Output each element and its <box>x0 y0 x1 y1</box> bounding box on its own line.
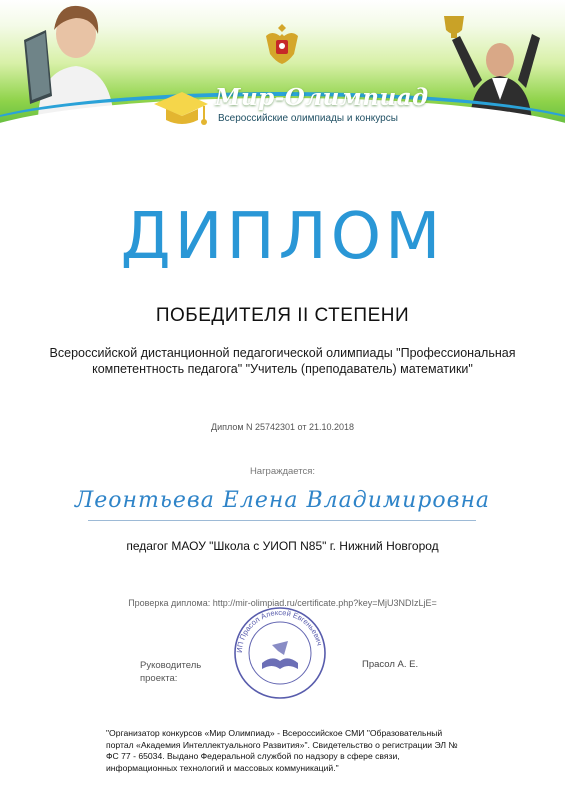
name-underline <box>88 520 476 521</box>
certificate-title: ДИПЛОМ <box>120 200 445 274</box>
graduation-cap-icon <box>152 88 210 130</box>
degree-title: ПОБЕДИТЕЛЯ II СТЕПЕНИ <box>155 305 410 326</box>
verify-link[interactable]: Проверка диплома: http://mir-olimpiad.ru/certificate.php?key=MjU3NDIzLjE= <box>128 598 437 608</box>
logo-subtitle: Всероссийские олимпиады и конкурсы <box>218 113 398 124</box>
header-banner <box>0 0 565 140</box>
organizer-footer: "Организатор конкурсов «Мир Олимпиад» - Всероссийское СМИ "Образовательный портал «Академия Интеллектуального Развития»". Свидетельство о регистрации ЭЛ № ФС 77 - 65034. Выдано Федеральной службой по надзору в сфере связи, информационных технологий и массовых коммуникаций." <box>106 728 458 773</box>
official-stamp-image <box>232 605 328 701</box>
logo-title: Мир-Олимпиад <box>215 84 429 111</box>
stamp-text: ИП Прасол Алексей Евгеньевич <box>234 607 325 654</box>
russian-coat-of-arms-icon <box>262 22 302 66</box>
olympiad-description: Всероссийской дистанционной педагогической олимпиады "Профессиональная компетентность педагога" "Учитель (преподаватель) математики" <box>49 346 516 376</box>
head-label: Руководитель проекта: <box>140 660 202 684</box>
recipient-name: Леонтьева Елена Владимировна <box>74 488 491 513</box>
certificate-number: Диплом N 25742301 от 21.10.2018 <box>210 422 355 432</box>
head-name: Прасол А. Е. <box>362 659 419 670</box>
recipient-position: педагог МАОУ "Школа с УИОП N85" г. Нижний Новгород <box>126 539 439 553</box>
awarded-label: Награждается: <box>249 466 316 477</box>
